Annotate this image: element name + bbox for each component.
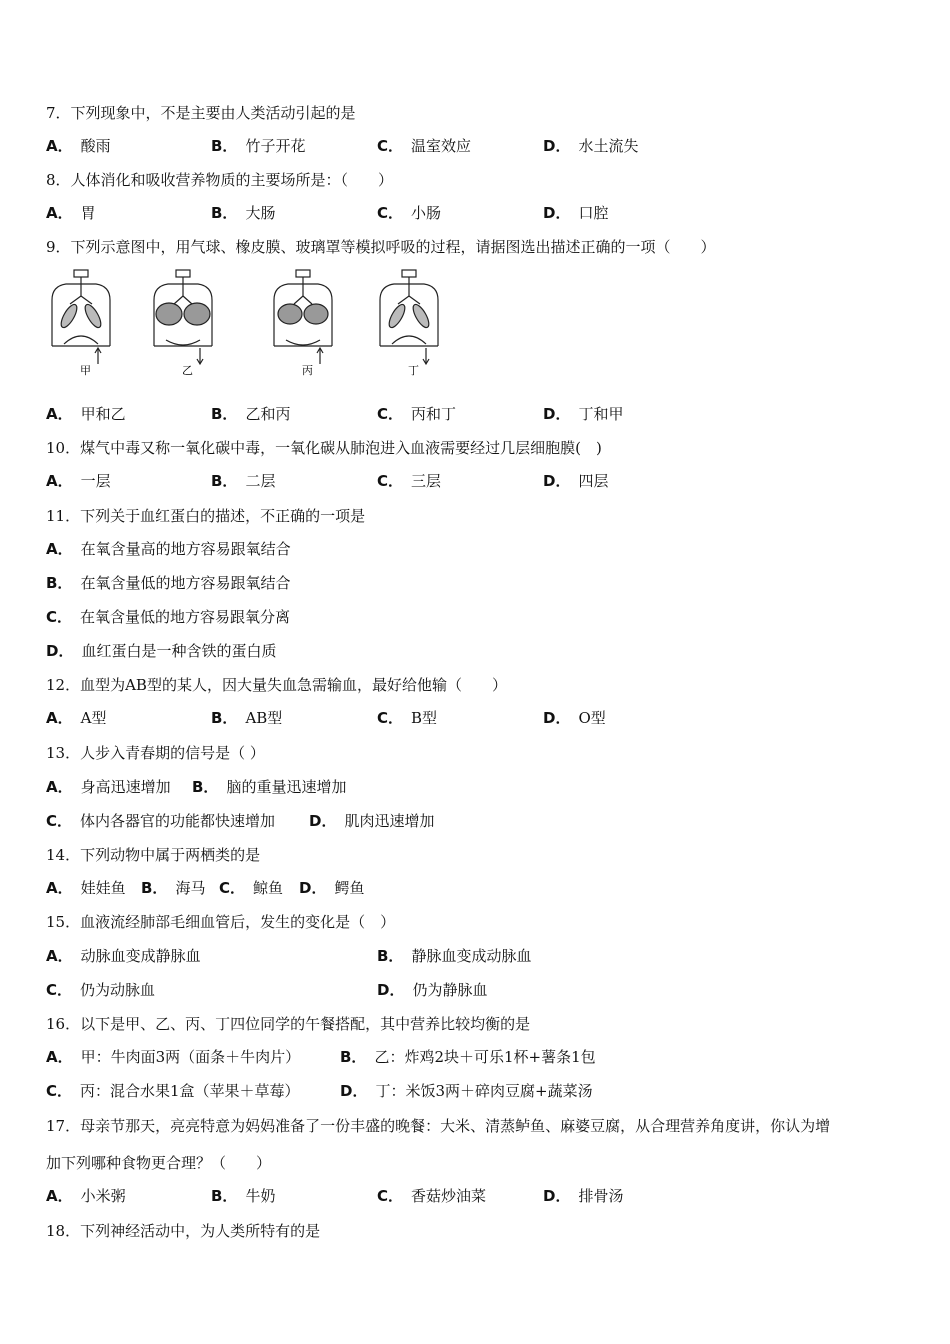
option-label: D．	[543, 709, 571, 727]
q13-option-c	[46, 811, 275, 831]
option-text: 乙和丙	[245, 405, 291, 423]
q16-option-a	[46, 1047, 300, 1067]
q7-option-d	[543, 136, 638, 156]
option-label: B．	[211, 1187, 238, 1205]
question-15-stem: 15．血液流经肺部毛细血管后，发生的变化是（ ）	[46, 913, 396, 931]
option-text: 脑的重量迅速增加	[226, 778, 347, 796]
q15-option-a	[46, 946, 201, 966]
question-13-stem: 13．人步入青春期的信号是（ ）	[46, 744, 265, 762]
option-label: B．	[211, 472, 238, 490]
option-text: 在氧含量低的地方容易跟氧分离	[80, 608, 291, 626]
question-9-stem: 9．下列示意图中，用气球、橡皮膜、玻璃罩等模拟呼吸的过程，请据图选出描述正确的一项（ ）	[46, 238, 716, 256]
q16-option-d	[340, 1081, 593, 1101]
question-18-stem: 18．下列神经活动中，为人类所特有的是	[46, 1222, 321, 1240]
option-text: 四层	[578, 472, 609, 490]
option-text: 鳄鱼	[334, 879, 365, 897]
question-10-stem: 10．煤气中毒又称一氧化碳中毒，一氧化碳从肺泡进入血液需要经过几层细胞膜( )	[46, 439, 602, 457]
option-text: 甲和乙	[80, 405, 126, 423]
option-label: A．	[46, 405, 73, 423]
question-7-stem: 7．下列现象中，不是主要由人类活动引起的是	[46, 104, 356, 122]
option-text: AB型	[245, 709, 283, 727]
option-label: D．	[543, 1187, 571, 1205]
q14-option-c	[219, 878, 283, 898]
option-text: 胃	[80, 204, 96, 222]
q12-option-b	[211, 708, 282, 728]
fig-label-yi: 乙	[182, 364, 193, 377]
option-text: 口腔	[578, 204, 609, 222]
question-11-stem: 11．下列关于血红蛋白的描述，不正确的一项是	[46, 507, 366, 525]
option-text: 小肠	[411, 204, 442, 222]
option-text: 丙和丁	[411, 405, 457, 423]
question-12-stem: 12．血型为AB型的某人，因大量失血急需输血，最好给他输（ ）	[46, 676, 507, 694]
option-label: D．	[543, 137, 571, 155]
option-text: A型	[80, 709, 107, 727]
option-text: 仍为动脉血	[80, 981, 156, 999]
q7-option-c	[377, 136, 471, 156]
q8-option-d	[543, 203, 608, 223]
option-label: D．	[543, 472, 571, 490]
q11-option-d	[46, 641, 276, 661]
q15-option-b	[377, 946, 531, 966]
q8-option-a	[46, 203, 96, 223]
jar-bing	[274, 270, 332, 364]
option-label: B．	[141, 879, 168, 897]
q15-option-c	[46, 980, 155, 1000]
option-text: 排骨汤	[578, 1187, 624, 1205]
option-text: 酸雨	[80, 137, 111, 155]
option-text: 温室效应	[411, 137, 472, 155]
option-label: D．	[299, 879, 327, 897]
question-17-stem-line1: 17．母亲节那天，亮亮特意为妈妈准备了一份丰盛的晚餐：大米、清蒸鲈鱼、麻婆豆腐，从合理营养角度讲，你认为增	[46, 1117, 831, 1135]
option-text: 在氧含量低的地方容易跟氧结合	[80, 574, 291, 592]
q12-option-c	[377, 708, 437, 728]
q10-option-d	[543, 471, 608, 491]
option-text: 香菇炒油菜	[411, 1187, 487, 1205]
option-label: C．	[219, 879, 246, 897]
breathing-model-figure	[44, 264, 444, 384]
q14-option-b	[141, 878, 205, 898]
q12-option-a	[46, 708, 106, 728]
option-text: 海马	[175, 879, 206, 897]
q7-option-a	[46, 136, 111, 156]
option-text: 动脉血变成静脉血	[80, 947, 201, 965]
option-label: B．	[211, 405, 238, 423]
option-text: 牛奶	[245, 1187, 276, 1205]
q9-option-b	[211, 404, 290, 424]
question-8-stem: 8．人体消化和吸收营养物质的主要场所是：（ ）	[46, 171, 394, 189]
q14-option-a	[46, 878, 126, 898]
q11-option-a	[46, 539, 291, 559]
q14-option-d	[299, 878, 364, 898]
option-text: 竹子开花	[245, 137, 306, 155]
option-text: 血红蛋白是一种含铁的蛋白质	[81, 642, 277, 660]
option-label: A．	[46, 540, 73, 558]
option-label: A．	[46, 947, 73, 965]
option-label: A．	[46, 709, 73, 727]
fig-label-ding: 丁	[408, 364, 419, 377]
option-label: A．	[46, 137, 73, 155]
jar-yi	[154, 270, 212, 364]
q17-option-a	[46, 1186, 126, 1206]
question-14-stem: 14．下列动物中属于两栖类的是	[46, 846, 261, 864]
option-label: B．	[192, 778, 219, 796]
option-label: B．	[46, 574, 73, 592]
option-label: D．	[377, 981, 405, 999]
option-text: 娃娃鱼	[80, 879, 126, 897]
option-label: B．	[211, 137, 238, 155]
q8-option-c	[377, 203, 441, 223]
q17-option-c	[377, 1186, 486, 1206]
option-label: B．	[211, 709, 238, 727]
q11-option-c	[46, 607, 290, 627]
option-text: 水土流失	[578, 137, 639, 155]
option-text: 二层	[245, 472, 276, 490]
option-text: 乙：炸鸡2块＋可乐1杯+薯条1包	[374, 1048, 596, 1066]
option-text: 静脉血变成动脉血	[411, 947, 532, 965]
option-label: C．	[377, 405, 404, 423]
option-label: A．	[46, 472, 73, 490]
q13-option-b	[192, 777, 346, 797]
option-text: O型	[578, 709, 606, 727]
q13-option-a	[46, 777, 171, 797]
option-text: 肌肉迅速增加	[344, 812, 435, 830]
jar-jia	[52, 270, 110, 364]
option-label: B．	[211, 204, 238, 222]
q10-option-a	[46, 471, 111, 491]
question-16-stem: 16．以下是甲、乙、丙、丁四位同学的午餐搭配，其中营养比较均衡的是	[46, 1015, 531, 1033]
option-text: B型	[411, 709, 438, 727]
option-label: B．	[340, 1048, 367, 1066]
fig-label-jia: 甲	[80, 364, 91, 377]
option-text: 鲸鱼	[253, 879, 284, 897]
q9-option-a	[46, 404, 126, 424]
option-text: 甲：牛肉面3两（面条＋牛肉片）	[80, 1048, 301, 1066]
fig-label-bing: 丙	[302, 364, 313, 377]
q10-option-c	[377, 471, 441, 491]
option-label: B．	[377, 947, 404, 965]
question-17-stem-line2: 加下列哪种食物更合理？（ ）	[46, 1154, 272, 1172]
option-text: 丁：米饭3两＋碎肉豆腐+蔬菜汤	[375, 1082, 593, 1100]
q10-option-b	[211, 471, 275, 491]
option-label: D．	[340, 1082, 368, 1100]
option-label: C．	[377, 204, 404, 222]
q8-option-b	[211, 203, 275, 223]
option-label: D．	[46, 642, 74, 660]
option-text: 丁和甲	[578, 405, 624, 423]
q15-option-d	[377, 980, 487, 1000]
q17-option-d	[543, 1186, 623, 1206]
option-label: A．	[46, 778, 73, 796]
q11-option-b	[46, 573, 290, 593]
option-label: D．	[543, 204, 571, 222]
option-label: C．	[377, 1187, 404, 1205]
q9-option-d	[543, 404, 623, 424]
q9-option-c	[377, 404, 456, 424]
option-label: C．	[46, 812, 73, 830]
option-label: C．	[377, 137, 404, 155]
option-label: C．	[377, 472, 404, 490]
option-text: 三层	[411, 472, 442, 490]
q16-option-b	[340, 1047, 596, 1067]
q13-option-d	[309, 811, 434, 831]
q7-option-b	[211, 136, 305, 156]
option-label: D．	[309, 812, 337, 830]
q17-option-b	[211, 1186, 275, 1206]
option-text: 丙：混合水果1盒（苹果＋草莓）	[80, 1082, 300, 1100]
option-text: 大肠	[245, 204, 276, 222]
option-label: A．	[46, 204, 73, 222]
option-label: C．	[46, 608, 73, 626]
option-label: A．	[46, 1187, 73, 1205]
q16-option-c	[46, 1081, 300, 1101]
option-label: C．	[377, 709, 404, 727]
option-text: 身高迅速增加	[80, 778, 171, 796]
jar-ding	[380, 270, 438, 364]
option-label: C．	[46, 1082, 73, 1100]
option-text: 小米粥	[80, 1187, 126, 1205]
option-text: 仍为静脉血	[412, 981, 488, 999]
q12-option-d	[543, 708, 606, 728]
option-label: C．	[46, 981, 73, 999]
option-label: A．	[46, 1048, 73, 1066]
option-label: D．	[543, 405, 571, 423]
option-text: 在氧含量高的地方容易跟氧结合	[80, 540, 291, 558]
option-text: 一层	[80, 472, 111, 490]
option-label: A．	[46, 879, 73, 897]
option-text: 体内各器官的功能都快速增加	[80, 812, 276, 830]
